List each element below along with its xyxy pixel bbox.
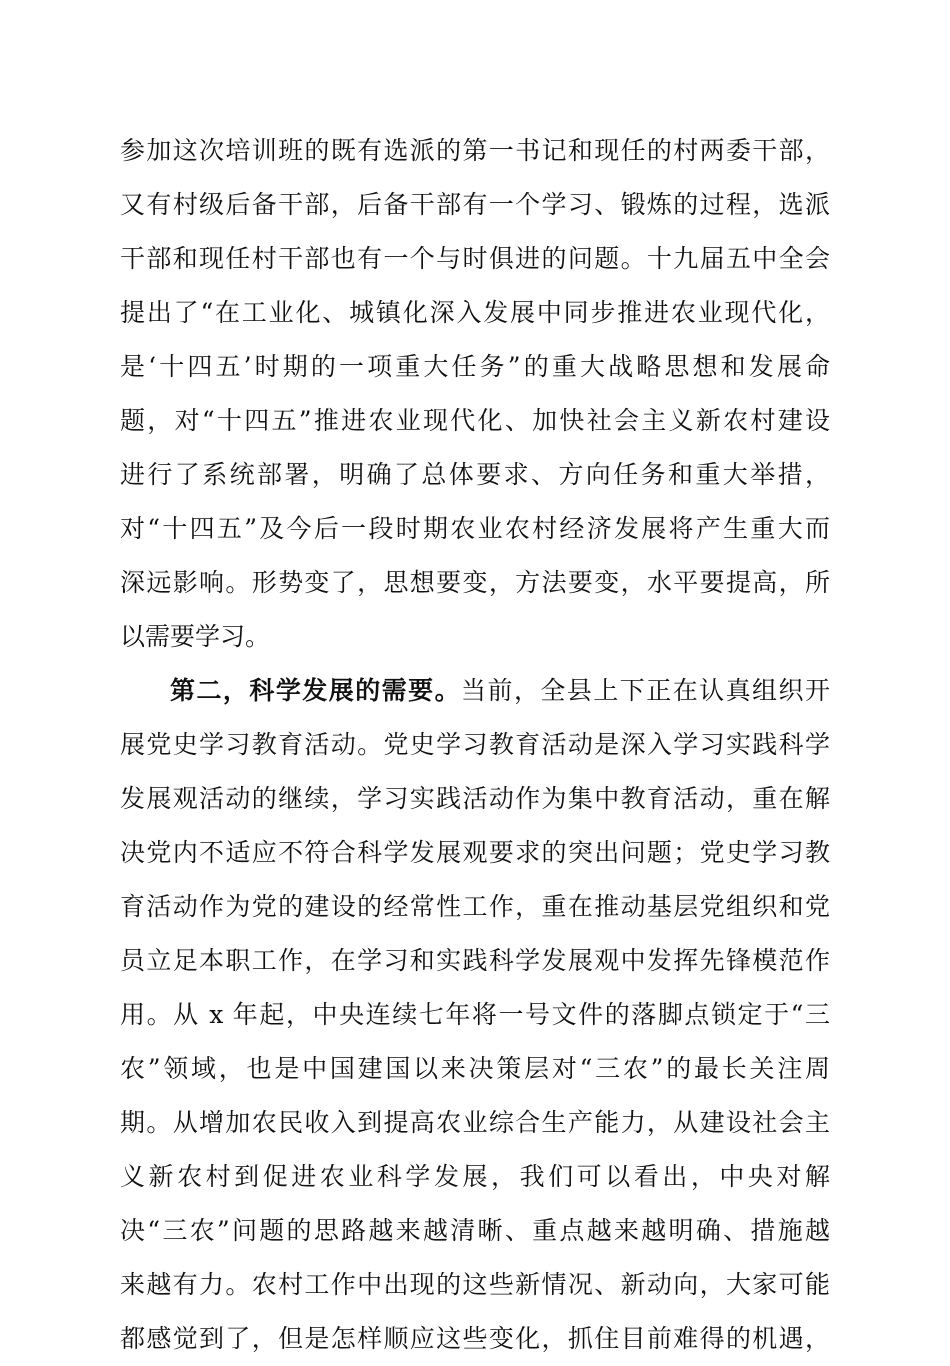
- paragraph-line: 都感觉到了，但是怎样顺应这些变化，抓住目前难得的机遇，: [120, 1324, 830, 1353]
- paragraph-line: 育活动作为党的建设的经常性工作，重在推动基层党组织和党: [120, 892, 830, 921]
- paragraph-line: 员立足本职工作，在学习和实践科学发展观中发挥先锋模范作: [120, 946, 830, 975]
- paragraph-line: 决党内不适应不符合科学发展观要求的突出问题；党史学习教: [120, 838, 830, 867]
- paragraph-line: 展党史学习教育活动。党史学习教育活动是深入学习实践科学: [120, 730, 830, 759]
- paragraph-line: 以需要学习。: [120, 622, 271, 651]
- paragraph-2: [120, 664, 830, 1366]
- paragraph-line-rest: 当前，全县上下正在认真组织开: [461, 676, 830, 705]
- paragraph-line: 进行了系统部署，明确了总体要求、方向任务和重大举措，: [120, 460, 830, 489]
- body-text: [120, 124, 830, 1366]
- paragraph-line: 深远影响。形势变了，思想要变，方法要变，水平要提高，所: [120, 568, 830, 597]
- paragraph-line: 又有村级后备干部，后备干部有一个学习、锻炼的过程，选派: [120, 190, 830, 219]
- paragraph-line: 发展观活动的继续，学习实践活动作为集中教育活动，重在解: [120, 784, 830, 813]
- paragraph-line: 期。从增加农民收入到提高农业综合生产能力，从建设社会主: [120, 1108, 830, 1137]
- paragraph-line: 参加这次培训班的既有选派的第一书记和现任的村两委干部，: [120, 136, 830, 165]
- paragraph-line: 来越有力。农村工作中出现的这些新情况、新动向，大家可能: [120, 1270, 830, 1299]
- paragraph-line: 干部和现任村干部也有一个与时俱进的问题。十九届五中全会: [120, 244, 830, 273]
- paragraph-line: 用。从 x 年起，中央连续七年将一号文件的落脚点锁定于“三: [120, 1000, 830, 1029]
- paragraph-line: 对“十四五”及今后一段时期农业农村经济发展将产生重大而: [120, 514, 830, 543]
- paragraph-line: 农”领域，也是中国建国以来决策层对“三农”的最长关注周: [120, 1054, 830, 1083]
- paragraph-line: 义新农村到促进农业科学发展，我们可以看出，中央对解: [120, 1162, 830, 1191]
- paragraph-line: 题，对“十四五”推进农业现代化、加快社会主义新农村建设: [120, 406, 830, 435]
- paragraph-1: [120, 124, 830, 664]
- paragraph-line: 提出了“在工业化、城镇化深入发展中同步推进农业现代化，: [120, 298, 830, 327]
- paragraph-line: 是‘十四五’时期的一项重大任务”的重大战略思想和发展命: [120, 352, 830, 381]
- paragraph-first-line: [120, 664, 830, 718]
- paragraph-line: 决“三农”问题的思路越来越清晰、重点越来越明确、措施越: [120, 1216, 830, 1245]
- section-heading: 第二，科学发展的需要。: [170, 676, 462, 705]
